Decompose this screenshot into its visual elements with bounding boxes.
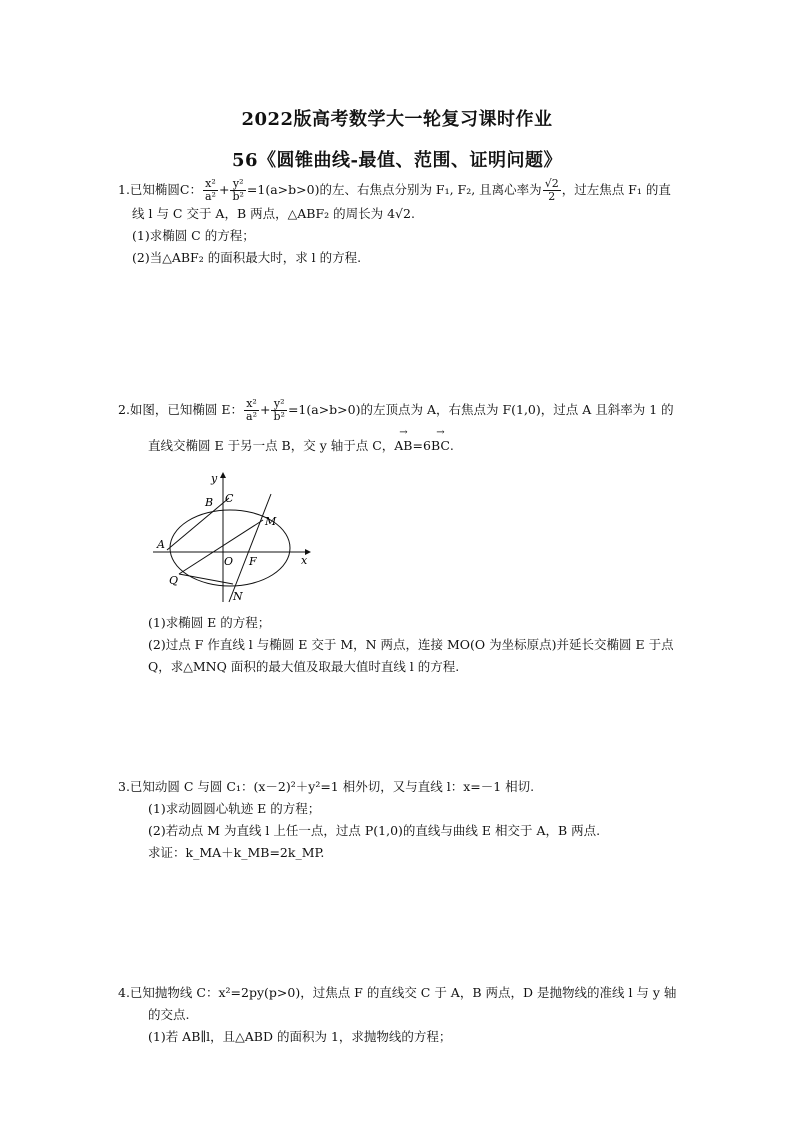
q2-text-c: 直线交椭圆 E 于另一点 B，交 y 轴于点 C，: [148, 438, 395, 453]
q2-line-2: [118, 435, 708, 457]
document-title: 2022版高考数学大一轮复习课时作业: [241, 109, 553, 130]
q1-frac-num-x: x²: [203, 178, 218, 191]
label-q: Q: [169, 574, 179, 587]
question-3: [118, 776, 708, 864]
q2-part-2a: (2)过点 F 作直线 l 与椭圆 E 交于 M，N 两点，连接 MO(O 为坐标原点)并延长交椭圆 E 于点: [148, 637, 674, 652]
q1-text-a: 1.已知椭圆C：: [118, 182, 202, 197]
question-4: [118, 982, 708, 1048]
q1-frac-num-e: √2: [544, 177, 559, 190]
line-ab: [167, 498, 229, 550]
q2-text-a: 2.如图，已知椭圆 E：: [118, 402, 244, 417]
q1-line-1: [118, 178, 708, 203]
q2-equals: =6: [412, 438, 431, 453]
q1-line-2: 线 l 与 C 交于 A，B 两点，△ABF₂ 的周长为 4√2.: [132, 206, 415, 221]
document-subtitle: 56《圆锥曲线-最值、范围、证明问题》: [231, 150, 563, 171]
question-1: [118, 178, 708, 269]
q2-fraction-x: [244, 398, 259, 423]
q1-frac-num-y: y²: [230, 178, 245, 191]
label-x: x: [301, 554, 308, 567]
q1-part-2: (2)当△ABF₂ 的面积最大时，求 l 的方程.: [132, 250, 362, 265]
label-a: A: [157, 538, 165, 551]
q2-frac-den-y: b²: [273, 410, 285, 423]
q2-frac-num-y: y²: [271, 398, 286, 411]
vector-ab: → AB: [394, 435, 412, 457]
label-n: N: [233, 590, 243, 603]
label-b: B: [205, 496, 214, 509]
q3-part-1: (1)求动圆圆心轨迹 E 的方程；: [148, 801, 321, 816]
q2-fraction-y: [271, 398, 286, 423]
q3-part-3: 求证：k_MA＋k_MB=2k_MP.: [148, 845, 325, 860]
q2-line-1: [118, 398, 708, 423]
q1-text-c: ，过左焦点 F₁ 的直: [561, 182, 671, 197]
label-c: C: [225, 492, 234, 505]
q1-fraction-e: [543, 178, 561, 203]
q1-fraction-x: [203, 178, 218, 203]
q1-frac-den-x: a²: [205, 190, 216, 203]
q4-line-1: 4.已知抛物线 C：x²=2py(p>0)，过焦点 F 的直线交 C 于 A，B 两点，D 是抛物线的准线 l 与 y 轴: [118, 985, 677, 1000]
q2-text-b: =1(a>b>0)的左顶点为 A，右焦点为 F(1,0)，过点 A 且斜率为 1 的: [287, 402, 674, 417]
q4-part-1: (1)若 AB∥l，且△ABD 的面积为 1，求抛物线的方程；: [148, 1029, 452, 1044]
q1-part-1: (1)求椭圆 C 的方程；: [132, 228, 255, 243]
y-axis-arrow: [220, 472, 226, 478]
label-y: y: [211, 472, 218, 485]
q2-frac-num-x: x²: [244, 398, 259, 411]
q2-part-1: (1)求椭圆 E 的方程；: [148, 615, 271, 630]
q3-part-2: (2)若动点 M 为直线 l 上任一点，过点 P(1,0)的直线与曲线 E 相交于 A，B 两点.: [148, 823, 601, 838]
q1-plus: +: [218, 182, 230, 197]
q3-line-1: 3.已知动圆 C 与圆 C₁：(x－2)²＋y²=1 相外切，又与直线 l：x=－1 相切.: [118, 779, 535, 794]
question-2: [118, 398, 708, 457]
q1-frac-den-y: b²: [232, 190, 244, 203]
q2-frac-den-x: a²: [246, 410, 257, 423]
q2-period: .: [449, 438, 454, 453]
q2-plus: +: [260, 402, 271, 417]
q4-line-2: 的交点.: [148, 1007, 190, 1022]
q2-part-2b: Q，求△MNQ 面积的最大值及取最大值时直线 l 的方程.: [148, 659, 460, 674]
q1-text-b: =1(a>b>0)的左、右焦点分别为 F₁, F₂, 且离心率为: [246, 182, 542, 197]
label-m: M: [265, 515, 277, 528]
question-2-parts: [118, 612, 708, 678]
label-f: F: [249, 555, 257, 568]
q1-frac-den-e: 2: [548, 190, 556, 203]
vector-bc: → BC: [431, 435, 450, 457]
label-o: O: [224, 555, 234, 568]
q1-fraction-y: [230, 178, 245, 203]
ellipse-figure: [145, 470, 320, 608]
